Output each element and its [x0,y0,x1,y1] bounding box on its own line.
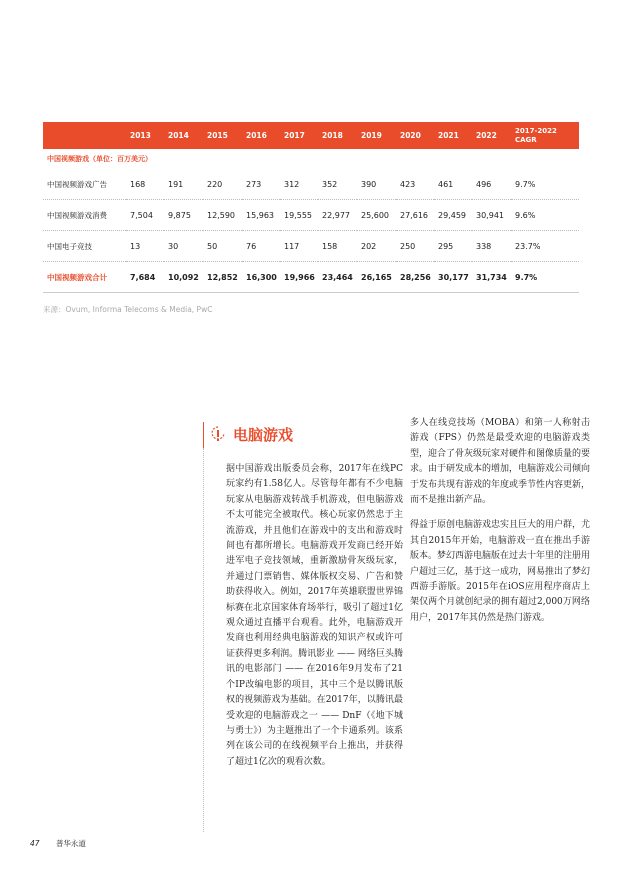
table-cell: 9.6% [511,200,579,231]
table-cell: 50 [203,231,242,262]
table-cell: 15,963 [242,200,280,231]
table-cell: 25,600 [357,200,396,231]
table-cell: 7,684 [126,262,164,293]
table-cell: 30,177 [434,262,472,293]
right-column [410,416,590,626]
header-cell: 2017 [284,131,305,140]
body-paragraph: 得益于原创电脑游戏忠实且巨大的用户群，尤其自2015年开始，电脑游戏一直在推出手游版本。梦幻西游电脑版在过去十年里的注册用户超过三亿，基于这一成功，网易推出了梦幻西游手游版。2015年在iOS应用程序商店上架仅两个月就创纪录的拥有超过2,000万网络用户，2017年其仍然是热门游戏。 [410,520,591,623]
header-cell: 2021 [438,131,459,140]
table-cell: 7,504 [126,200,164,231]
table-cell: 312 [280,169,318,200]
table-cell: 338 [472,231,511,262]
table-cell: 273 [242,169,280,200]
row-label: 中国视频游戏合计 [43,262,126,293]
page-number: 47 [30,839,40,848]
header-cell: 2019 [361,131,382,140]
table-cell: 168 [126,169,164,200]
table-cell: 202 [357,231,396,262]
table-cell: 31,734 [472,262,511,293]
table-row [43,169,579,200]
table-cell: 13 [126,231,164,262]
page-footer [30,838,86,849]
table-cell: 390 [357,169,396,200]
exclamation-icon [211,425,225,445]
table-cell: 461 [434,169,472,200]
header-cell: 2022 [476,131,497,140]
left-column [226,462,403,770]
table-cell: 22,977 [318,200,357,231]
header-cell: 2018 [322,131,343,140]
header-cell: 2016 [246,131,267,140]
table-cell: 30 [164,231,203,262]
body-paragraph: 据中国游戏出版委员会称，2017年在线PC玩家约有1.58亿人。尽管每年都有不少电脑玩家从电脑游戏转战手机游戏，但电脑游戏不太可能完全被取代。核心玩家仍然忠于主流游戏，并且他们在游戏中的支出和游戏时间也有都所增长。电脑游戏开发商已经开始进军电子竞技领域，重新激励骨灰级玩家，并通过门票销售、媒体版权交易、广告和赞助获得收入。例如，2017年英雄联盟世界锦标赛在北京国家体育场举行，吸引了超过1亿观众通过直播平台观看。此外，电脑游戏开发商也利用经典电脑游戏的知识产权或许可证获得更多利润。腾讯影业 —— 网络巨头腾讯的电影部门 —— 在2016年9月发布了21个IP改编电影的项目，其中三个是以腾讯版权的视频游戏为基础。在2017年，以腾讯最受欢迎的电脑游戏之一 —— DnF（《地下城与勇士》）为主题推出了一个卡通系列。该系列在该公司的在线视频平台上推出，并获得了超过1亿次的观看次数。 [226,464,403,767]
data-table-container [43,122,577,293]
section-accent-bar [203,422,204,448]
table-cell: 117 [280,231,318,262]
table-cell: 9.7% [511,262,579,293]
table-cell: 26,165 [357,262,396,293]
body-paragraph: 多人在线竞技场（MOBA）和第一人称射击游戏（FPS）仍然是最受欢迎的电脑游戏类型，迎合了骨灰级玩家对硬件和图像质量的要求。由于研发成本的增加，电脑游戏公司倾向于发布共现有游戏的年度或季节性内容更新，而不是推出新产品。 [410,418,591,506]
header-cell: 2013 [130,131,151,140]
table-cell: 16,300 [242,262,280,293]
header-cell: 2014 [168,131,189,140]
table-cell: 29,459 [434,200,472,231]
header-cell: 2015 [207,131,228,140]
table-cell: 12,852 [203,262,242,293]
row-label: 中国电子竞技 [43,231,126,262]
table-header-row [43,122,579,149]
table-cell: 19,966 [280,262,318,293]
table-cell: 30,941 [472,200,511,231]
unit-label-row [43,149,579,169]
video-games-table [43,122,579,293]
table-cell: 23,464 [318,262,357,293]
table-cell: 423 [396,169,434,200]
table-cell: 27,616 [396,200,434,231]
table-cell: 19,555 [280,200,318,231]
table-cell: 220 [203,169,242,200]
header-cell: 2020 [400,131,421,140]
table-cell: 295 [434,231,472,262]
unit-label: 中国视频游戏（单位：百万美元） [47,155,152,163]
table-cell: 10,092 [164,262,203,293]
table-cell: 250 [396,231,434,262]
table-cell: 158 [318,231,357,262]
table-cell: 9.7% [511,169,579,200]
total-row [43,262,579,293]
row-label: 中国视频游戏消费 [43,200,126,231]
dotted-divider [203,448,205,832]
table-row [43,231,579,262]
table-cell: 28,256 [396,262,434,293]
section-header [203,422,403,448]
row-label: 中国视频游戏广告 [43,169,126,200]
table-cell: 191 [164,169,203,200]
table-cell: 76 [242,231,280,262]
source-note: 来源：Ovum, Informa Telecoms & Media, PwC [43,305,213,314]
header-blank [43,122,126,149]
table-cell: 23.7% [511,231,579,262]
table-cell: 12,590 [203,200,242,231]
table-cell: 496 [472,169,511,200]
table-row [43,200,579,231]
table-cell: 352 [318,169,357,200]
section-title: 电脑游戏 [233,426,294,444]
header-cell: 2017-2022 CAGR [515,126,557,144]
publication-name: 普华永道 [55,839,86,848]
table-cell: 9,875 [164,200,203,231]
